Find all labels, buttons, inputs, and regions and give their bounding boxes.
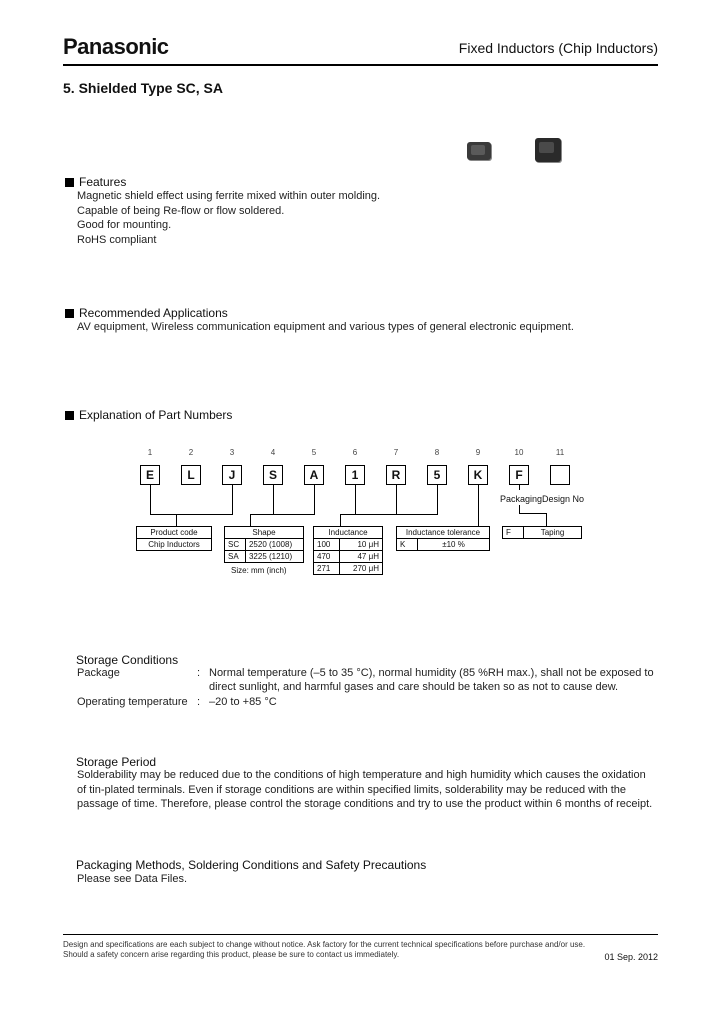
position-digit: 7 (393, 448, 399, 457)
table-cell: 100 (314, 539, 340, 551)
document-date: 01 Sep. 2012 (604, 952, 658, 962)
feature-item: RoHS compliant (77, 233, 157, 246)
connector-line (437, 485, 438, 514)
part-code-box: 1 (345, 465, 365, 485)
chip-image-sc (467, 142, 491, 160)
shape-table (224, 526, 304, 563)
table-header: Inductance (314, 527, 383, 539)
colon: : (197, 696, 201, 708)
disclaimer-line: Should a safety concern arise regarding this product, please be sure to contact us immediately. (63, 950, 400, 959)
part-code-box: F (509, 465, 529, 485)
part-code-box: 5 (427, 465, 447, 485)
position-digit: 11 (555, 448, 565, 457)
table-cell: SA (225, 551, 246, 563)
table-cell: 2520 (1008) (245, 539, 303, 551)
table-cell: 10 μH (340, 539, 383, 551)
connector-line (150, 514, 233, 515)
table-cell: 270 μH (340, 563, 383, 575)
features-heading: Features (65, 175, 126, 189)
connector-line (340, 514, 438, 515)
brand-logo: Panasonic (63, 34, 169, 59)
connector-line (519, 505, 520, 513)
applications-text: AV equipment, Wireless communication equipment and various types of general electronic equipment. (77, 321, 574, 333)
part-code-box: L (181, 465, 201, 485)
position-digit: 8 (434, 448, 440, 457)
table-row (314, 563, 383, 575)
table-header: Product code (137, 527, 212, 539)
inductance-table (313, 526, 383, 575)
product-code-table (136, 526, 212, 551)
position-digit: 6 (352, 448, 358, 457)
table-row (314, 539, 383, 551)
page-title: 5. Shielded Type SC, SA (63, 80, 224, 96)
position-digit: 5 (311, 448, 317, 457)
part-code-box: E (140, 465, 160, 485)
applications-heading: Recommended Applications (65, 306, 228, 320)
position-digit: 3 (229, 448, 235, 457)
table-cell: 3225 (1210) (245, 551, 303, 563)
table-header: Inductance tolerance (397, 527, 490, 539)
table-cell: Chip Inductors (137, 539, 212, 551)
connector-line (546, 513, 547, 526)
connector-line (478, 485, 479, 526)
connector-line (355, 485, 356, 514)
chip-image-sa (535, 138, 561, 162)
connector-line (340, 514, 341, 526)
position-digit: 10 (514, 448, 524, 457)
bullet-square-icon (65, 309, 74, 318)
design-no-label: Design No (542, 494, 585, 504)
table-cell: F (503, 527, 524, 539)
table-cell: K (397, 539, 418, 551)
table-cell: Taping (524, 527, 582, 539)
position-digit: 2 (188, 448, 194, 457)
packaging-table (502, 526, 582, 539)
storage-period-text: passage of time. Therefore, please control the storage conditions and try to use the product within 6 months of receipt. (77, 798, 653, 810)
bullet-square-icon (65, 178, 74, 187)
package-condition: direct sunlight, and harmful gases and care should be taken so as not to cause dew. (209, 681, 619, 693)
connector-line (250, 514, 251, 526)
part-code-box: R (386, 465, 406, 485)
storage-period-text: of tin-plated terminals. Even if storage conditions are within specified limits, solderability may be reduced with the (77, 783, 627, 796)
feature-item: Magnetic shield effect using ferrite mixed within outer molding. (77, 190, 381, 202)
disclaimer-line: Design and specifications are each subject to change without notice. Ask factory for the current technical specifications before purchase and/or use. (63, 940, 586, 949)
storage-period-heading: Storage Period (76, 755, 157, 769)
tolerance-table (396, 526, 490, 551)
colon: : (197, 667, 201, 679)
package-condition: Normal temperature (–5 to 35 °C), normal humidity (85 %RH max.), shall not be exposed to (209, 667, 654, 679)
part-code-box: K (468, 465, 488, 485)
size-note: Size: mm (inch) (231, 566, 287, 575)
operating-temp-value: –20 to +85 °C (209, 696, 277, 708)
packaging-label: Packaging (500, 494, 543, 504)
packaging-methods-heading: Packaging Methods, Soldering Conditions and Safety Precautions (76, 858, 427, 872)
table-cell: SC (225, 539, 246, 551)
table-row (314, 551, 383, 563)
connector-line (232, 485, 233, 514)
connector-line (150, 485, 151, 514)
package-label: Package (77, 667, 120, 679)
part-code-box: J (222, 465, 242, 485)
connector-line (273, 485, 274, 514)
part-code-box: A (304, 465, 324, 485)
part-numbers-heading: Explanation of Part Numbers (65, 408, 232, 422)
packaging-methods-text: Please see Data Files. (77, 873, 188, 885)
table-row (225, 551, 304, 563)
connector-line (176, 514, 177, 526)
operating-temp-label: Operating temperature (77, 696, 188, 708)
table-cell: 470 (314, 551, 340, 563)
table-row (503, 527, 582, 539)
connector-line (250, 514, 315, 515)
table-row (225, 539, 304, 551)
connector-line (396, 485, 397, 514)
storage-period-text: Solderability may be reduced due to the conditions of high temperature and high humidity which causes the oxidation (77, 769, 646, 781)
header-divider (63, 64, 658, 66)
document-type: Fixed Inductors (Chip Inductors) (458, 40, 658, 56)
position-digit: 4 (270, 448, 276, 457)
connector-line (519, 485, 520, 490)
position-digit: 1 (147, 448, 153, 457)
table-cell: 47 μH (340, 551, 383, 563)
table-row (397, 539, 490, 551)
bullet-square-icon (65, 411, 74, 420)
table-cell: ±10 % (418, 539, 490, 551)
part-code-box (550, 465, 570, 485)
table-header: Shape (225, 527, 304, 539)
connector-line (519, 513, 546, 514)
position-digit: 9 (475, 448, 481, 457)
storage-conditions-heading: Storage Conditions (76, 653, 179, 667)
feature-item: Capable of being Re-flow or flow soldered. (77, 204, 285, 217)
feature-item: Good for mounting. (77, 219, 172, 231)
footer-divider (63, 934, 658, 935)
connector-line (314, 485, 315, 514)
table-cell: 271 (314, 563, 340, 575)
part-code-box: S (263, 465, 283, 485)
